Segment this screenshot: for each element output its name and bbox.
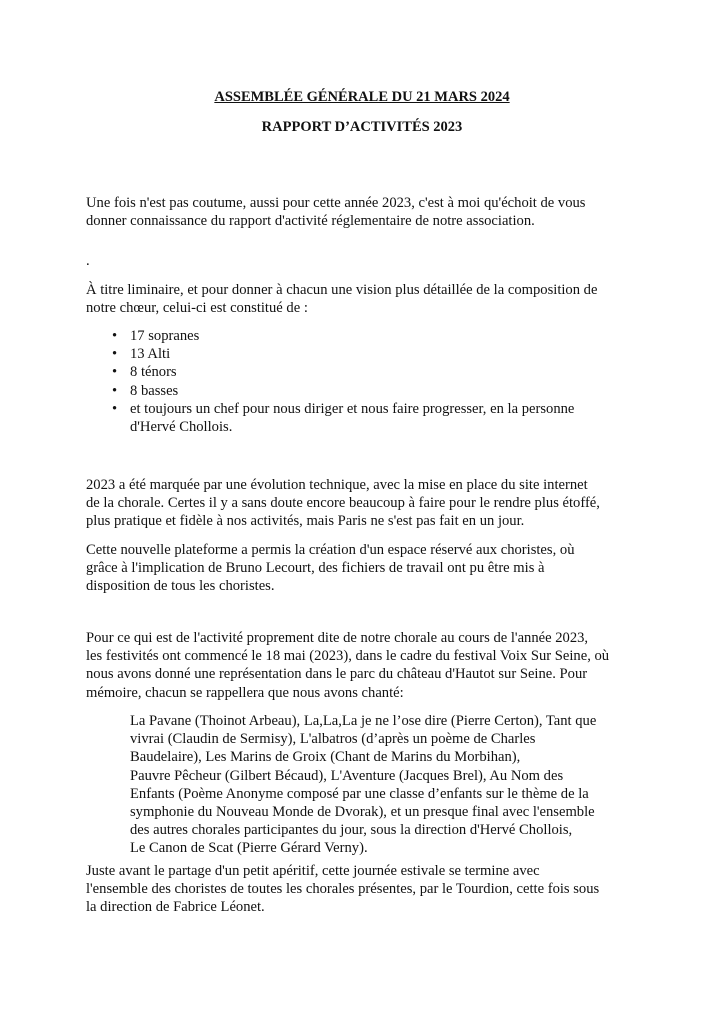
text-line: des autres chorales participantes du jour, sous la direction d'Hervé Chollois, xyxy=(130,822,573,839)
list-item xyxy=(86,400,574,436)
document-title: ASSEMBLÉE GÉNÉRALE DU 21 MARS 2024 xyxy=(214,89,510,105)
website-paragraph xyxy=(86,476,646,531)
text-line: donner connaissance du rapport d'activité réglementaire de notre association. xyxy=(86,213,535,230)
intro-paragraph xyxy=(86,194,646,230)
list-item-text: 13 Alti xyxy=(130,346,171,363)
text-line: Une fois n'est pas coutume, aussi pour cette année 2023, c'est à moi qu'échoit de vous xyxy=(86,195,586,211)
text-line: 2023 a été marquée par une évolution technique, avec la mise en place du site internet xyxy=(86,477,588,493)
document-subtitle: RAPPORT D’ACTIVITÉS 2023 xyxy=(261,119,463,135)
songs-list xyxy=(130,712,596,858)
bullet-icon: • xyxy=(112,328,118,344)
text-line: nous avons donné une représentation dans le parc du château d'Hautot sur Seine. Pour xyxy=(86,666,588,683)
activity-paragraph xyxy=(86,629,646,702)
list-item-text: et toujours un chef pour nous diriger et nous faire progresser, en la personne xyxy=(130,400,575,417)
choir-composition-list xyxy=(86,327,574,436)
list-item-text: d'Hervé Chollois. xyxy=(130,419,233,436)
text-line: À titre liminaire, et pour donner à chacun une vision plus détaillée de la composition de xyxy=(86,282,598,298)
text-line: la direction de Fabrice Léonet. xyxy=(86,899,265,916)
text-line: symphonie du Nouveau Monde de Dvorak), et un presque final avec l'ensemble xyxy=(130,803,595,820)
bullet-icon: • xyxy=(112,382,118,399)
text-line: de la chorale. Certes il y a sans doute encore beaucoup à faire pour le rendre plus étoffé, xyxy=(86,495,600,512)
text-line: les festivités ont commencé le 18 mai (2023), dans le cadre du festival Voix Sur Seine, où xyxy=(86,648,610,665)
text-line: plus pratique et fidèle à nos activités, mais Paris ne s'est pas fait en un jour. xyxy=(86,513,525,530)
text-line: Le Canon de Scat (Pierre Gérard Verny). xyxy=(130,840,368,857)
list-item-text: 8 basses xyxy=(130,382,179,399)
text-line: Pour ce qui est de l'activité proprement dite de notre chorale au cours de l'année 2023, xyxy=(86,630,589,646)
text-line: l'ensemble des choristes de toutes les chorales présentes, par le Tourdion, cette fois sous xyxy=(86,881,600,898)
list-item-text: 8 ténors xyxy=(130,364,177,381)
text-line: Baudelaire), Les Marins de Groix (Chant de Marins du Morbihan), xyxy=(130,749,521,766)
text-line: vivrai (Claudin de Sermisy), L'albatros (d’après un poème de Charles xyxy=(130,731,536,748)
text-line: Enfants (Poème Anonyme composé par une classe d’enfants sur le thème de la xyxy=(130,785,589,802)
text-line: disposition de tous les choristes. xyxy=(86,578,275,595)
bullet-icon: • xyxy=(112,364,118,381)
text-line: notre chœur, celui-ci est constitué de : xyxy=(86,300,308,317)
bullet-icon: • xyxy=(112,400,118,417)
list-item xyxy=(86,382,574,400)
bullet-icon: • xyxy=(112,346,118,363)
list-item xyxy=(86,363,574,381)
composition-paragraph xyxy=(86,281,646,317)
list-item xyxy=(86,345,574,363)
text-line: Juste avant le partage d'un petit apéritif, cette journée estivale se termine avec xyxy=(86,863,540,879)
stray-dot: . xyxy=(86,253,90,269)
platform-paragraph xyxy=(86,541,646,596)
text-line: grâce à l'implication de Bruno Lecourt, des fichiers de travail ont pu être mis à xyxy=(86,560,545,577)
list-item xyxy=(86,327,574,345)
text-line: mémoire, chacun se rappellera que nous avons chanté: xyxy=(86,684,404,701)
text-line: Pauvre Pêcheur (Gilbert Bécaud), L'Aventure (Jacques Brel), Au Nom des xyxy=(130,767,564,784)
closing-paragraph xyxy=(86,862,646,917)
text-line: La Pavane (Thoinot Arbeau), La,La,La je ne l’ose dire (Pierre Certon), Tant que xyxy=(130,713,597,729)
text-line: Cette nouvelle plateforme a permis la création d'un espace réservé aux choristes, où xyxy=(86,542,575,558)
list-item-text: 17 sopranes xyxy=(130,328,200,344)
